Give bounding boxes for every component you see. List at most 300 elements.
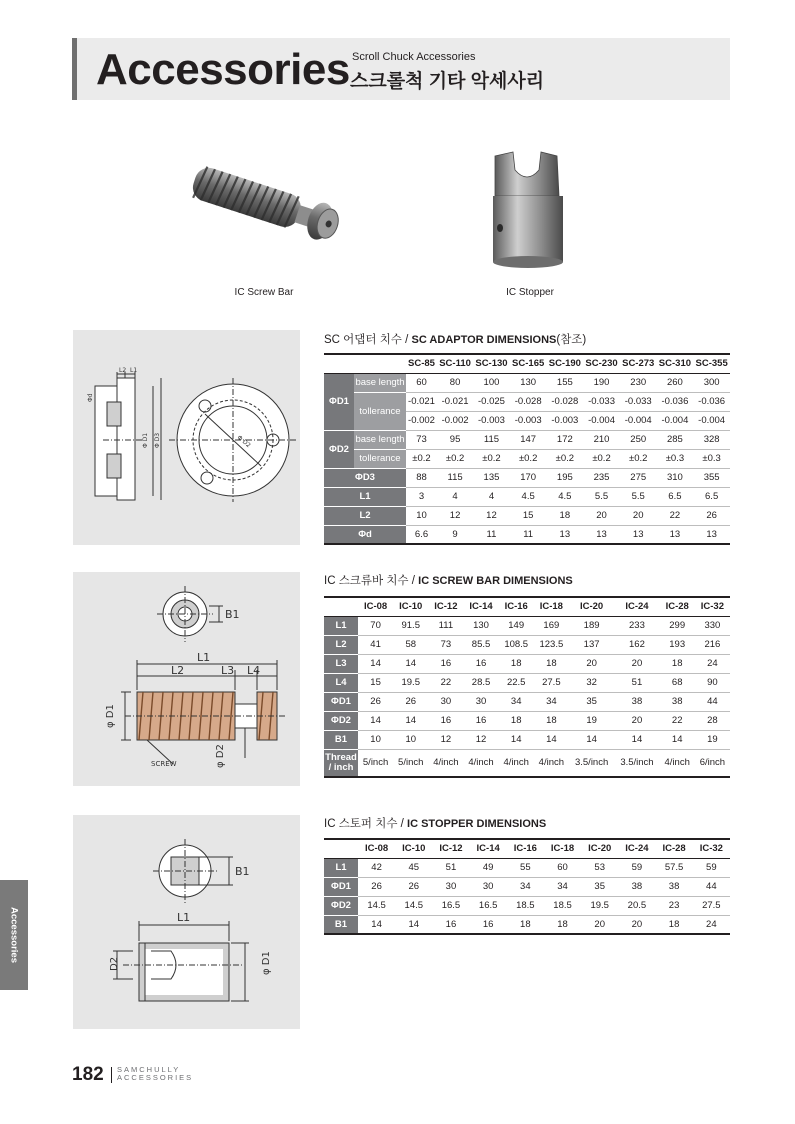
row-subheader: tollerance	[354, 392, 406, 430]
cell: 285	[657, 430, 694, 449]
row-header: ΦD2	[324, 711, 358, 730]
table-row	[324, 692, 730, 711]
screw-drawing-label-b1: B1	[225, 608, 240, 621]
col-header: SC-110	[437, 354, 473, 373]
cell: 189	[569, 616, 614, 635]
cell: 235	[583, 468, 620, 487]
sc-drawing-label-l2: L2	[119, 367, 127, 374]
cell: 4/inch	[463, 749, 498, 777]
table-row	[324, 711, 730, 730]
cell: 6.6	[406, 525, 437, 544]
cell: 26	[358, 692, 393, 711]
cell: -0.033	[583, 392, 620, 411]
cell: 12	[463, 730, 498, 749]
cell: 59	[618, 858, 655, 877]
cell: 18.5	[544, 896, 581, 915]
cell: 58	[393, 635, 428, 654]
screw-drawing-label-screw: SCREW	[151, 760, 177, 768]
cell: 5.5	[583, 487, 620, 506]
ic-screw-bar-drawing	[73, 572, 300, 786]
cell: 30	[432, 877, 469, 896]
sc-adaptor-section-title	[324, 331, 586, 347]
cell: 10	[358, 730, 393, 749]
cell: 4.5	[547, 487, 584, 506]
cell: 14	[358, 915, 395, 934]
col-header: IC-12	[432, 839, 469, 858]
row-subheader: base length	[354, 373, 406, 392]
cell: 24	[695, 654, 730, 673]
cell: 3.5/inch	[614, 749, 659, 777]
footer-brand-line2: ACCESSORIES	[117, 1073, 194, 1082]
cell: 108.5	[499, 635, 534, 654]
cell: 14.5	[395, 896, 432, 915]
sc-adaptor-table	[324, 353, 730, 545]
cell: 275	[620, 468, 657, 487]
cell: -0.036	[693, 392, 730, 411]
cell: 14	[358, 654, 393, 673]
cell: -0.002	[437, 411, 473, 430]
cell: -0.033	[620, 392, 657, 411]
cell: 20	[581, 915, 618, 934]
cell: 95	[437, 430, 473, 449]
cell: 26	[393, 692, 428, 711]
ic-stopper-caption: IC Stopper	[506, 287, 554, 298]
footer-brand-line1: SAMCHULLY	[117, 1065, 181, 1074]
cell: 32	[569, 673, 614, 692]
cell: 45	[395, 858, 432, 877]
cell: 18	[534, 654, 569, 673]
col-header: SC-190	[547, 354, 584, 373]
cell: 14	[393, 711, 428, 730]
cell: 15	[358, 673, 393, 692]
table-row	[324, 877, 730, 896]
cell: 57.5	[656, 858, 693, 877]
cell: 35	[569, 692, 614, 711]
cell: 38	[618, 877, 655, 896]
cell: 22	[657, 506, 694, 525]
cell: 115	[437, 468, 473, 487]
cell: 12	[437, 506, 473, 525]
cell: ±0.3	[693, 449, 730, 468]
row-header: ΦD2	[324, 896, 358, 915]
cell: 5/inch	[358, 749, 393, 777]
cell: 22	[660, 711, 695, 730]
col-header: IC-14	[463, 597, 498, 616]
col-header: SC-230	[583, 354, 620, 373]
cell: 4	[473, 487, 510, 506]
cell: 10	[406, 506, 437, 525]
cell: 190	[583, 373, 620, 392]
cell: 4	[437, 487, 473, 506]
ic-stopper-title-ko: IC 스토퍼 치수 /	[324, 818, 408, 830]
stopper-drawing-label-b1: B1	[235, 865, 250, 878]
cell: 155	[547, 373, 584, 392]
row-header: ΦD2	[324, 430, 354, 468]
ic-screw-bar-section-title	[324, 572, 573, 588]
cell: 11	[473, 525, 510, 544]
page-title: Accessories	[96, 45, 350, 94]
cell: 250	[620, 430, 657, 449]
cell: 51	[614, 673, 659, 692]
cell: 19	[569, 711, 614, 730]
cell: 80	[437, 373, 473, 392]
cell: 16	[463, 654, 498, 673]
sc-adaptor-title-ko: SC 어댑터 치수 /	[324, 334, 412, 346]
table-row	[324, 654, 730, 673]
row-header: B1	[324, 730, 358, 749]
cell: 16	[463, 711, 498, 730]
cell: 30	[428, 692, 463, 711]
cell: 28.5	[463, 673, 498, 692]
cell: 28	[695, 711, 730, 730]
row-header: Φd	[324, 525, 406, 544]
cell: 4/inch	[428, 749, 463, 777]
table-row	[324, 635, 730, 654]
cell: 42	[358, 858, 395, 877]
cell: 38	[614, 692, 659, 711]
ic-stopper-section-title	[324, 815, 546, 831]
col-header: IC-20	[581, 839, 618, 858]
cell: 20	[618, 915, 655, 934]
cell: 20.5	[618, 896, 655, 915]
cell: ±0.2	[406, 449, 437, 468]
cell: 10	[393, 730, 428, 749]
cell: 169	[534, 616, 569, 635]
cell: ±0.2	[583, 449, 620, 468]
cell: 20	[569, 654, 614, 673]
table-row	[324, 468, 730, 487]
cell: 12	[428, 730, 463, 749]
table-row	[324, 506, 730, 525]
cell: 9	[437, 525, 473, 544]
ic-stopper-drawing	[73, 815, 300, 1029]
table-row	[324, 915, 730, 934]
cell: -0.036	[657, 392, 694, 411]
row-header: L1	[324, 616, 358, 635]
cell: 135	[473, 468, 510, 487]
col-header: IC-20	[569, 597, 614, 616]
cell: 35	[581, 877, 618, 896]
cell: 233	[614, 616, 659, 635]
footer-separator	[111, 1067, 112, 1083]
cell: 34	[534, 692, 569, 711]
cell: 230	[620, 373, 657, 392]
col-header: IC-24	[614, 597, 659, 616]
cell: 19.5	[393, 673, 428, 692]
row-subheader: base length	[354, 430, 406, 449]
cell: -0.025	[473, 392, 510, 411]
cell: ±0.2	[437, 449, 473, 468]
cell: 68	[660, 673, 695, 692]
ic-stopper-table	[324, 838, 730, 935]
cell: 14	[358, 711, 393, 730]
cell: 14	[395, 915, 432, 934]
cell: 260	[657, 373, 694, 392]
cell: 34	[507, 877, 544, 896]
ic-stopper-title-en: IC STOPPER DIMENSIONS	[407, 818, 547, 830]
ic-screw-bar-table	[324, 596, 730, 778]
cell: 123.5	[534, 635, 569, 654]
col-header: IC-10	[395, 839, 432, 858]
cell: 6.5	[693, 487, 730, 506]
col-header: IC-28	[660, 597, 695, 616]
cell: 14	[534, 730, 569, 749]
cell: 73	[406, 430, 437, 449]
cell: 22	[428, 673, 463, 692]
screw-drawing-label-l1: L1	[197, 651, 211, 664]
table-header-row	[324, 354, 730, 373]
thread-label-line2: / inch	[328, 761, 354, 773]
cell: 149	[499, 616, 534, 635]
col-header: IC-24	[618, 839, 655, 858]
cell: 4.5	[510, 487, 547, 506]
cell: 137	[569, 635, 614, 654]
cell: 18	[656, 915, 693, 934]
cell: 13	[583, 525, 620, 544]
cell: 115	[473, 430, 510, 449]
cell: 130	[463, 616, 498, 635]
footer-brand	[117, 1066, 193, 1082]
table-row	[324, 616, 730, 635]
sc-adaptor-drawing	[73, 330, 300, 545]
cell: 170	[510, 468, 547, 487]
stopper-drawing-label-l1: L1	[177, 911, 191, 924]
row-header: L1	[324, 858, 358, 877]
col-header: IC-08	[358, 839, 395, 858]
row-header: ΦD1	[324, 877, 358, 896]
cell: 13	[620, 525, 657, 544]
side-section-tab[interactable]	[0, 880, 28, 990]
row-header: ΦD1	[324, 692, 358, 711]
header-blank-cell	[324, 597, 358, 616]
cell: 4/inch	[660, 749, 695, 777]
ic-stopper-photo	[485, 148, 575, 273]
table-row	[324, 373, 730, 392]
cell: 300	[693, 373, 730, 392]
table-row	[324, 673, 730, 692]
page-subtitle-ko: 스크롤척 기타 악세사리	[350, 71, 545, 92]
cell: 18	[547, 506, 584, 525]
cell: 20	[614, 654, 659, 673]
table-row	[324, 430, 730, 449]
cell: 22.5	[499, 673, 534, 692]
col-header: IC-10	[393, 597, 428, 616]
cell: 16	[428, 654, 463, 673]
cell: -0.004	[693, 411, 730, 430]
cell: 193	[660, 635, 695, 654]
sc-drawing-label-d1: Φ D1	[142, 432, 149, 448]
cell: -0.002	[406, 411, 437, 430]
row-header: L2	[324, 635, 358, 654]
cell: 19	[695, 730, 730, 749]
sc-drawing-label-d3: Φ D3	[154, 432, 161, 448]
col-header: IC-08	[358, 597, 393, 616]
cell: 6/inch	[695, 749, 730, 777]
table-header-row	[324, 597, 730, 616]
cell: 90	[695, 673, 730, 692]
cell: 100	[473, 373, 510, 392]
cell: -0.003	[547, 411, 584, 430]
table-row	[324, 449, 730, 468]
cell: 88	[406, 468, 437, 487]
cell: 16.5	[470, 896, 507, 915]
cell: 26	[395, 877, 432, 896]
row-header: L2	[324, 506, 406, 525]
col-header: IC-28	[656, 839, 693, 858]
cell: 60	[544, 858, 581, 877]
cell: ±0.2	[620, 449, 657, 468]
cell: ±0.3	[657, 449, 694, 468]
col-header: IC-18	[534, 597, 569, 616]
cell: -0.003	[510, 411, 547, 430]
col-header: SC-355	[693, 354, 730, 373]
cell: 18.5	[507, 896, 544, 915]
row-subheader: tollerance	[354, 449, 406, 468]
col-header: SC-310	[657, 354, 694, 373]
cell: 18	[499, 654, 534, 673]
cell: 30	[470, 877, 507, 896]
page-subtitle-en: Scroll Chuck Accessories	[352, 51, 476, 63]
cell: 44	[693, 877, 730, 896]
cell: 24	[693, 915, 730, 934]
cell: 12	[473, 506, 510, 525]
thread-label-line1: Thread	[325, 751, 357, 763]
stopper-drawing-label-d2: D2	[109, 956, 120, 971]
screw-drawing-label-l4: L4	[247, 664, 261, 677]
cell: 49	[470, 858, 507, 877]
table-row	[324, 896, 730, 915]
cell: 44	[695, 692, 730, 711]
cell: 34	[499, 692, 534, 711]
cell: 4/inch	[499, 749, 534, 777]
cell: 41	[358, 635, 393, 654]
cell: 18	[544, 915, 581, 934]
cell: 20	[620, 506, 657, 525]
cell: 38	[660, 692, 695, 711]
cell: 27.5	[534, 673, 569, 692]
cell: 26	[693, 506, 730, 525]
screw-drawing-label-d2: φ D2	[215, 744, 226, 768]
cell: 3.5/inch	[569, 749, 614, 777]
row-header-thread	[324, 749, 358, 777]
ic-screw-bar-photo	[180, 160, 360, 255]
table-row	[324, 487, 730, 506]
cell: 18	[660, 654, 695, 673]
cell: 147	[510, 430, 547, 449]
cell: 59	[693, 858, 730, 877]
cell: 16	[470, 915, 507, 934]
cell: 51	[432, 858, 469, 877]
page-number: 182	[72, 1064, 104, 1085]
screw-drawing-label-l3: L3	[221, 664, 235, 677]
cell: 73	[428, 635, 463, 654]
cell: 27.5	[693, 896, 730, 915]
row-header: L4	[324, 673, 358, 692]
sc-drawing-label-l1: L1	[130, 367, 138, 374]
ic-screw-bar-title-en: IC SCREW BAR DIMENSIONS	[418, 575, 573, 587]
cell: -0.028	[547, 392, 584, 411]
cell: 13	[657, 525, 694, 544]
cell: -0.004	[583, 411, 620, 430]
col-header: SC-85	[406, 354, 437, 373]
sc-adaptor-title-en: SC ADAPTOR DIMENSIONS	[411, 334, 557, 346]
header-accent-bar	[72, 38, 77, 100]
cell: 18	[534, 711, 569, 730]
cell: 5/inch	[393, 749, 428, 777]
cell: 4/inch	[534, 749, 569, 777]
cell: 85.5	[463, 635, 498, 654]
cell: 18	[507, 915, 544, 934]
cell: 38	[656, 877, 693, 896]
col-header: IC-12	[428, 597, 463, 616]
table-header-row	[324, 839, 730, 858]
cell: 16	[432, 915, 469, 934]
cell: 53	[581, 858, 618, 877]
cell: -0.004	[620, 411, 657, 430]
cell: 34	[544, 877, 581, 896]
col-header: SC-130	[473, 354, 510, 373]
cell: 26	[358, 877, 395, 896]
cell: -0.021	[406, 392, 437, 411]
cell: 20	[614, 711, 659, 730]
cell: 130	[510, 373, 547, 392]
cell: ±0.2	[473, 449, 510, 468]
col-header: IC-32	[693, 839, 730, 858]
cell: 23	[656, 896, 693, 915]
row-header: ΦD1	[324, 373, 354, 430]
table-row	[324, 730, 730, 749]
cell: 14	[614, 730, 659, 749]
row-header: B1	[324, 915, 358, 934]
ic-screw-bar-caption: IC Screw Bar	[234, 287, 294, 298]
cell: 14.5	[358, 896, 395, 915]
cell: ±0.2	[510, 449, 547, 468]
table-row	[324, 858, 730, 877]
cell: 14	[393, 654, 428, 673]
col-header: IC-32	[695, 597, 730, 616]
cell: 111	[428, 616, 463, 635]
row-header: L3	[324, 654, 358, 673]
cell: -0.021	[437, 392, 473, 411]
stopper-drawing-label-d1: φ D1	[261, 951, 272, 975]
ic-screw-bar-title-ko: IC 스크류바 치수 /	[324, 575, 419, 587]
cell: 6.5	[657, 487, 694, 506]
col-header: IC-16	[499, 597, 534, 616]
cell: -0.004	[657, 411, 694, 430]
sc-drawing-label-d: Φd	[87, 393, 94, 402]
cell: 5.5	[620, 487, 657, 506]
cell: 328	[693, 430, 730, 449]
cell: 172	[547, 430, 584, 449]
screw-drawing-label-d1: φ D1	[105, 704, 116, 728]
cell: -0.028	[510, 392, 547, 411]
col-header: IC-16	[507, 839, 544, 858]
row-header: ΦD3	[324, 468, 406, 487]
cell: 16.5	[432, 896, 469, 915]
cell: -0.003	[473, 411, 510, 430]
cell: 14	[499, 730, 534, 749]
table-row	[324, 392, 730, 411]
cell: 216	[695, 635, 730, 654]
cell: 16	[428, 711, 463, 730]
cell: 162	[614, 635, 659, 654]
cell: 15	[510, 506, 547, 525]
row-header: L1	[324, 487, 406, 506]
cell: 299	[660, 616, 695, 635]
cell: 18	[499, 711, 534, 730]
cell: 20	[583, 506, 620, 525]
cell: ±0.2	[547, 449, 584, 468]
